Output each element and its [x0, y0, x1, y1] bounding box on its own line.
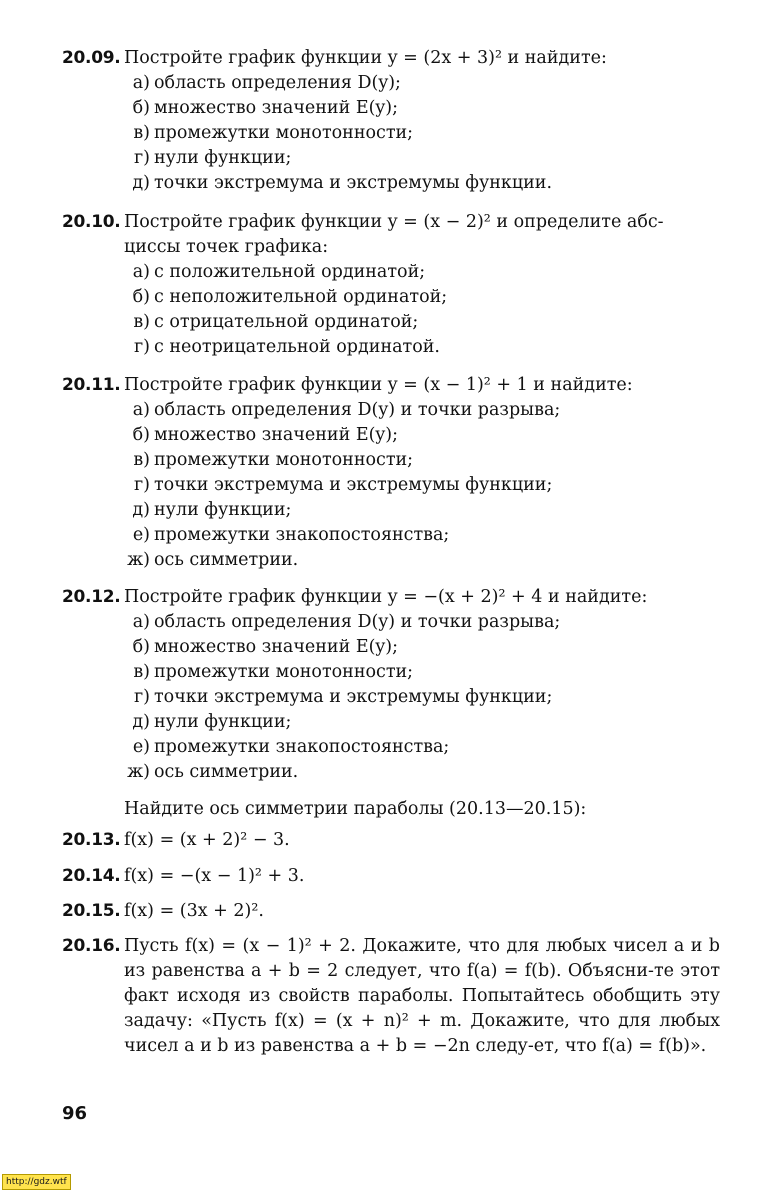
list-item: д) нули функции;: [132, 712, 292, 732]
problem-statement: f(x) = (3x + 2)².: [124, 901, 264, 921]
list-item: в) с отрицательной ординатой;: [133, 312, 419, 332]
list-item: ж) ось симметрии.: [127, 762, 299, 782]
list-item: г) точки экстремума и экстремумы функции;: [134, 687, 553, 707]
page-number: 96: [62, 1103, 88, 1124]
list-item: б) множество значений E(y);: [132, 425, 399, 445]
problem-number: 20.15.: [62, 901, 121, 921]
problem-number: 20.16.: [62, 936, 121, 956]
list-item: в) промежутки монотонности;: [133, 662, 414, 682]
list-item: б) множество значений E(y);: [132, 98, 399, 118]
list-item: б) множество значений E(y);: [132, 637, 399, 657]
problem-statement: f(x) = −(x − 1)² + 3.: [124, 866, 305, 886]
list-item: а) область определения D(y) и точки разрыва;: [132, 612, 561, 632]
section-intro: Найдите ось симметрии параболы (20.13—20.15):: [124, 799, 587, 819]
list-item: д) нули функции;: [132, 500, 292, 520]
list-item: г) нули функции;: [134, 148, 292, 168]
problem-statement: Постройте график функции y = −(x + 2)² + 4 и найдите:: [124, 587, 648, 607]
problem-number: 20.13.: [62, 830, 121, 850]
list-item: а) с положительной ординатой;: [132, 262, 426, 282]
problem-number: 20.09.: [62, 48, 121, 68]
list-item: а) область определения D(y) и точки разрыва;: [132, 400, 561, 420]
problem-number: 20.10.: [62, 212, 121, 232]
list-item: г) точки экстремума и экстремумы функции;: [134, 475, 553, 495]
problem-statement: Постройте график функции y = (2x + 3)² и найдите:: [124, 48, 607, 68]
list-item: д) точки экстремума и экстремумы функции.: [132, 173, 553, 193]
problem-statement: Пусть f(x) = (x − 1)² + 2. Докажите, что для любых чисел a и b из равенства a + b = 2 следует, что f(a) = f(b). Объясни-те этот факт исходя из свойств параболы. Попытайтесь обобщить эту задачу: «Пусть f(x) = (x + n)² + m. Докажите, что для любых чисел a и b из равенства a + b = −2n следу-ет, что f(a) = f(b)».: [124, 936, 720, 1056]
list-item: е) промежутки знакопостоянства;: [132, 525, 450, 545]
list-item: б) с неположительной ординатой;: [132, 287, 448, 307]
list-item: а) область определения D(y);: [132, 73, 401, 93]
problem-number: 20.11.: [62, 375, 121, 395]
list-item: в) промежутки монотонности;: [133, 450, 414, 470]
list-item: е) промежутки знакопостоянства;: [132, 737, 450, 757]
list-item: ж) ось симметрии.: [127, 550, 299, 570]
problem-number: 20.12.: [62, 587, 121, 607]
watermark-link[interactable]: http://gdz.wtf: [2, 1174, 71, 1190]
problem-statement: f(x) = (x + 2)² − 3.: [124, 830, 290, 850]
list-item: в) промежутки монотонности;: [133, 123, 414, 143]
problem-statement: циссы точек графика:: [124, 237, 329, 257]
problem-number: 20.14.: [62, 866, 121, 886]
problem-statement: Постройте график функции y = (x − 2)² и определите абс-: [124, 212, 664, 232]
list-item: г) с неотрицательной ординатой.: [134, 337, 440, 357]
problem-statement: Постройте график функции y = (x − 1)² + 1 и найдите:: [124, 375, 633, 395]
